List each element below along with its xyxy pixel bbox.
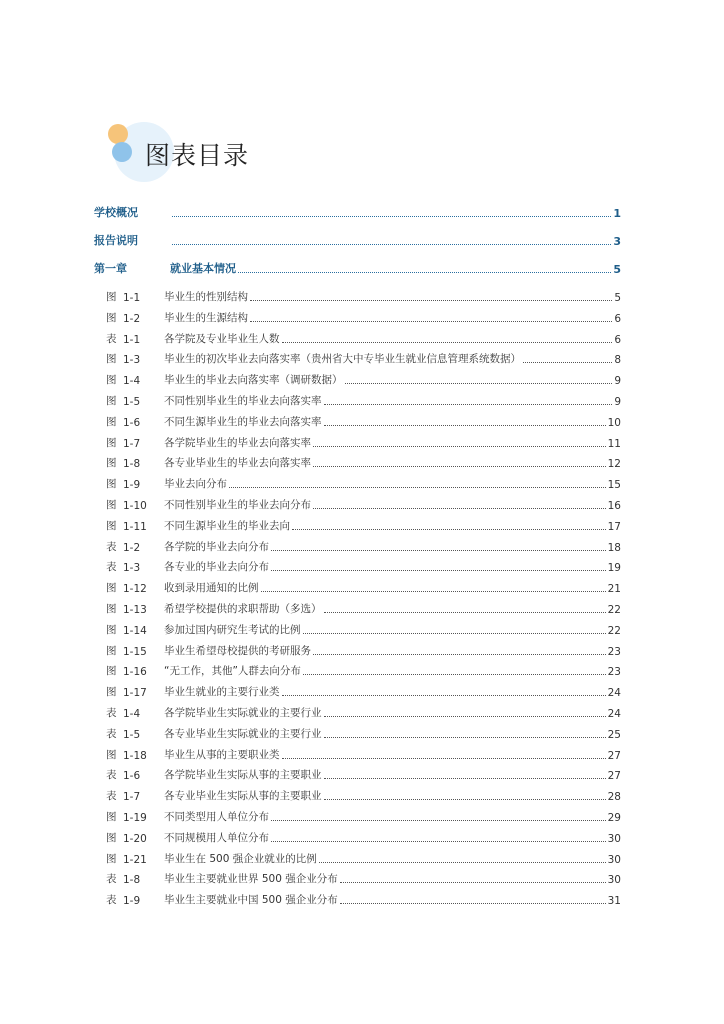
figure-entry[interactable] [106,369,621,387]
entry-kind: 图 [106,436,117,449]
entry-number: 1-3 [123,354,141,367]
leader-dots [324,778,606,779]
entry-caption: 希望学校提供的求职帮助（多选） [164,603,322,615]
figure-entry[interactable] [106,348,621,366]
entry-caption: 参加过国内研究生考试的比例 [164,623,301,636]
figure-entry[interactable] [106,702,621,720]
entry-caption: 毕业生的毕业去向落实率（调研数据） [164,374,343,387]
leader-dots [172,216,611,217]
entry-kind: 表 [106,790,117,803]
leader-dots [282,758,606,759]
entry-caption: 毕业生从事的主要职业类 [164,748,280,761]
entry-number: 1-5 [123,728,141,741]
entry-number: 1-6 [123,770,141,783]
leader-dots [250,321,612,322]
figure-entry[interactable] [106,785,621,803]
entry-page: 27 [607,770,621,783]
entry-kind: 表 [106,540,117,553]
leader-dots [271,820,606,821]
toc-page: 1 [613,207,621,220]
figure-entry[interactable] [106,515,621,533]
figure-entry[interactable] [106,473,621,491]
entry-page: 24 [607,687,621,700]
entry-page: 6 [614,312,621,325]
toc-entry[interactable] [94,230,621,248]
entry-caption: 各学院毕业生的毕业去向落实率 [164,436,311,449]
leader-dots [172,244,611,245]
leader-dots [324,716,606,717]
entry-caption: 各学院的毕业去向分布 [164,540,269,553]
entry-page: 17 [607,520,621,533]
figure-entry[interactable] [106,307,621,325]
toc-label: 学校概况 [94,206,138,219]
figure-entry[interactable] [106,598,621,616]
entry-number: 1-6 [123,416,141,429]
leader-dots [271,570,606,571]
entry-kind: 表 [106,894,117,907]
decor-circle-orange [108,124,128,144]
entry-page: 12 [607,458,621,471]
figure-entry[interactable] [106,848,621,866]
leader-dots [238,272,611,273]
entry-number: 1-8 [123,458,141,471]
entry-caption: 毕业生在 500 强企业就业的比例 [164,852,317,865]
figure-entry[interactable] [106,328,621,346]
entry-caption: 各专业毕业生的毕业去向落实率 [164,457,311,470]
entry-page: 9 [614,396,621,408]
entry-number: 1-8 [123,874,141,887]
entry-page: 30 [607,874,621,887]
entry-kind: 表 [106,873,117,886]
entry-kind: 图 [106,374,117,387]
entry-page: 23 [607,645,621,658]
entry-caption: 不同生源毕业生的毕业去向落实率 [164,415,322,428]
entry-kind: 表 [106,707,117,719]
entry-number: 1-12 [123,583,147,596]
figure-entry[interactable] [106,432,621,450]
entry-page: 11 [607,437,621,450]
toc-page: 3 [613,235,621,248]
entry-kind: 图 [106,852,117,865]
entry-page: 10 [607,416,621,429]
entry-caption: 不同规模用人单位分布 [164,831,269,844]
entry-number: 1-5 [123,396,141,408]
leader-dots [324,799,606,800]
decor-circle-blue [112,142,132,162]
entry-caption: 毕业生的生源结构 [164,311,248,324]
leader-dots [345,383,613,384]
leader-dots [313,466,606,467]
entry-page: 16 [607,500,621,512]
figure-entry[interactable] [106,744,621,762]
entry-caption: 各学院毕业生实际就业的主要行业 [164,707,322,719]
entry-kind: 表 [106,769,117,782]
entry-page: 9 [614,375,621,388]
entry-page: 15 [607,479,621,492]
figure-entry[interactable] [106,681,621,699]
toc-entry[interactable] [94,258,621,276]
entry-number: 1-18 [123,749,147,762]
leader-dots [271,841,606,842]
leader-dots [282,342,613,343]
entry-kind: 图 [106,478,117,491]
figure-entry[interactable] [106,577,621,595]
toc-label: 第一章 [94,262,127,275]
entry-page: 29 [607,812,621,824]
entry-page: 5 [614,292,621,304]
leader-dots [340,903,606,904]
entry-number: 1-16 [123,666,147,679]
entry-number: 1-13 [123,604,147,616]
entry-caption: 毕业去向分布 [164,478,227,491]
entry-caption: 毕业生主要就业世界 500 强企业分布 [164,873,338,886]
figure-entry[interactable] [106,411,621,429]
leader-dots [313,654,606,655]
entry-caption: 各学院及专业毕业生人数 [164,332,280,345]
entry-number: 1-1 [123,292,141,304]
entry-kind: 图 [106,519,117,532]
entry-number: 1-17 [123,687,147,700]
entry-kind: 表 [106,561,117,574]
leader-dots [324,737,606,738]
entry-page: 23 [607,666,621,679]
entry-kind: 图 [106,291,117,303]
entry-page: 30 [607,832,621,845]
leader-dots [303,633,606,634]
entry-kind: 图 [106,353,117,366]
entry-caption: 各专业的毕业去向分布 [164,561,269,574]
entry-page: 22 [607,604,621,616]
figure-entry[interactable] [106,868,621,886]
entry-number: 1-10 [123,500,147,512]
entry-caption: 不同性别毕业生的毕业去向分布 [164,499,311,511]
toc-page: 5 [613,263,621,276]
entry-caption: 各专业毕业生实际从事的主要职业 [164,790,322,803]
entry-caption: 不同生源毕业生的毕业去向 [164,519,290,532]
entry-number: 1-4 [123,708,141,720]
entry-page: 21 [607,583,621,596]
entry-kind: 图 [106,623,117,636]
leader-dots [319,862,606,863]
leader-dots [324,425,606,426]
figure-entry[interactable] [106,494,621,512]
entry-caption: 不同类型用人单位分布 [164,811,269,823]
entry-caption: 不同性别毕业生的毕业去向落实率 [164,395,322,407]
figure-entry[interactable] [106,640,621,658]
figure-entry[interactable] [106,619,621,637]
entry-number: 1-9 [123,895,141,908]
entry-kind: 表 [106,332,117,345]
entry-page: 24 [607,708,621,720]
entry-kind: 图 [106,811,117,823]
toc-name: 就业基本情况 [170,262,236,275]
entry-kind: 图 [106,644,117,657]
figure-entry[interactable] [106,286,621,304]
entry-number: 1-2 [123,312,141,325]
entry-kind: 图 [106,831,117,844]
entry-page: 8 [614,354,621,367]
leader-dots [292,529,606,530]
entry-kind: 图 [106,665,117,678]
entry-page: 6 [614,333,621,346]
entry-number: 1-14 [123,624,147,637]
entry-kind: 图 [106,311,117,324]
entry-page: 22 [607,624,621,637]
entry-caption: 毕业生主要就业中国 500 强企业分布 [164,894,338,907]
entry-kind: 图 [106,457,117,470]
leader-dots [324,612,606,613]
entry-number: 1-20 [123,832,147,845]
entry-kind: 图 [106,415,117,428]
entry-caption: 收到录用通知的比例 [164,582,259,595]
entry-number: 1-7 [123,791,141,804]
figure-entry[interactable] [106,764,621,782]
entry-page: 27 [607,749,621,762]
entry-caption: 毕业生就业的主要行业类 [164,686,280,699]
figure-entry[interactable] [106,556,621,574]
entry-number: 1-15 [123,645,147,658]
toc-entry[interactable] [94,202,621,220]
entry-caption: 毕业生希望母校提供的考研服务 [164,644,311,657]
entry-page: 28 [607,791,621,804]
leader-dots [229,487,606,488]
leader-dots [250,300,612,301]
entry-number: 1-9 [123,479,141,492]
entry-number: 1-2 [123,541,141,554]
figure-entry[interactable] [106,660,621,678]
leader-dots [340,882,606,883]
entry-number: 1-19 [123,812,147,824]
figure-entry[interactable] [106,536,621,554]
entry-number: 1-11 [123,520,147,533]
entry-kind: 图 [106,748,117,761]
toc-label: 报告说明 [94,234,138,247]
entry-kind: 图 [106,499,117,511]
figure-entry[interactable] [106,452,621,470]
entry-page: 31 [607,895,621,908]
entry-number: 1-1 [123,333,141,346]
entry-page: 25 [607,728,621,741]
entry-number: 1-7 [123,437,141,450]
figure-entry[interactable] [106,889,621,907]
entry-kind: 图 [106,603,117,615]
page-title: 图表目录 [145,141,250,170]
entry-caption: 各学院毕业生实际从事的主要职业 [164,769,322,782]
leader-dots [313,508,606,509]
leader-dots [313,446,606,447]
leader-dots [282,695,606,696]
entry-caption: 毕业生的性别结构 [164,291,248,303]
entry-kind: 图 [106,395,117,407]
entry-caption: 各专业毕业生实际就业的主要行业 [164,727,322,740]
entry-kind: 表 [106,727,117,740]
figure-entry[interactable] [106,723,621,741]
entry-kind: 图 [106,686,117,699]
leader-dots [324,404,613,405]
entry-page: 19 [607,562,621,575]
entry-number: 1-4 [123,375,141,388]
entry-number: 1-3 [123,562,141,575]
leader-dots [271,550,606,551]
entry-caption: 毕业生的初次毕业去向落实率（贵州省大中专毕业生就业信息管理系统数据） [164,353,521,366]
entry-page: 30 [607,853,621,866]
figure-entry[interactable] [106,827,621,845]
entry-page: 18 [607,541,621,554]
entry-number: 1-21 [123,853,147,866]
figure-entry[interactable] [106,806,621,824]
entry-kind: 图 [106,582,117,595]
figure-entry[interactable] [106,390,621,408]
leader-dots [261,591,606,592]
entry-caption: “无工作，其他”人群去向分布 [164,665,301,678]
leader-dots [303,674,606,675]
leader-dots [523,362,612,363]
